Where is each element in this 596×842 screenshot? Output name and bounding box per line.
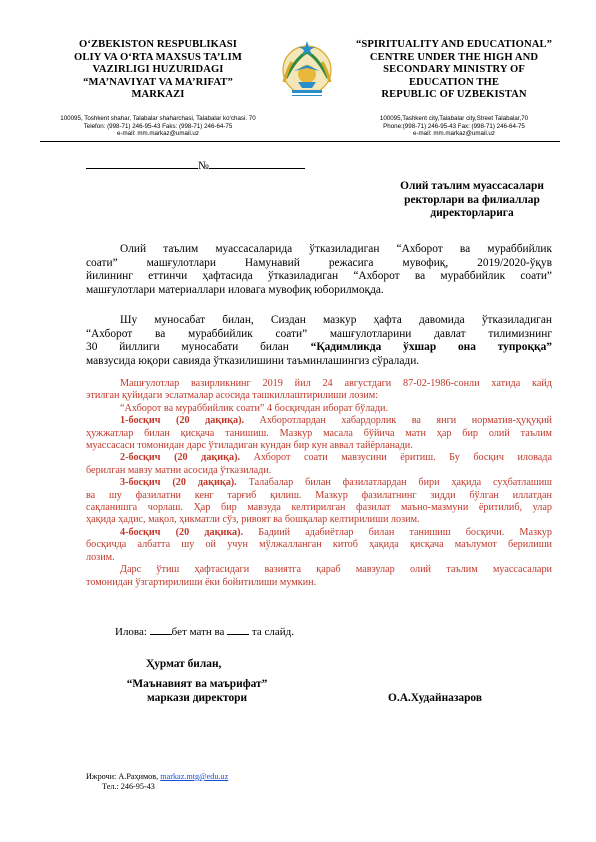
regards-text: Ҳурмат билан, bbox=[146, 658, 222, 670]
uzbekistan-state-emblem-icon bbox=[278, 38, 336, 104]
executor-email-link[interactable]: markaz.mtg@edu.uz bbox=[160, 772, 229, 781]
left-header-title: O‘ZBEKISTON RESPUBLIKASI OLIY VA O‘RTA MAXSUS TA’LIM VAZIRLIGI HUZURIDAGI “MA’NAVIYAT VA MA’RIFAT” MARKAZI bbox=[74, 39, 242, 101]
addressee: Олий таълим муассасалари ректорлари ва филиаллар директорларига bbox=[400, 180, 544, 219]
instructions-block: Машғулотлар вазирликнинг 2019 йил 24 августдаги 87-02-1986-сонли хатида кайд этилган қуйидаги эслатмалар асосида ташкиллаштирилиши лозим: “Ахборот ва мураббийлик соати” 4 босқичдан иборат бўлади. 1-босқич (20 дақиқа). Ахборотлардан хабардорлик ва янги норматив-ҳуқуқий ҳужжатлар билан қисқача танишиш. Мазкур масала бўйича матн ҳар бир олий таълим муассасаси томонидан дарс ўтиладиган кундан бир кун аввал тайёрланади. 2-босқич (20 дақиқа). Ахборот соати мавзусини ёритиш. Бу босқич иловада берилган мавзу матни асосида ўтказилади. 3-босқич (20 дақиқа). Талабалар билан фазилатлардан бири ҳақида суҳбатлашиш ва шу фазилатни кенг тарғиб қилиш. Мазкур фазилатнинг зидди бўлган иллатдан сақланишга чорлаш. Ҳар бир мавзуда келтирилган фазилат маъно-мазмуни ёритилиб, улар ҳақида ҳадис, мақол, ҳикматли сўз, ривоят ва бошқалар келтирилиши лозим. 4-босқич (20 дақика). Бадиий адабиётлар билан танишиш босқичи. Мазкур босқичда албатта шу ой учун мўлжалланган китоб ҳақида қисқача маълумот берилиши лозим. Дарс ўтиш ҳафтасидаги вазиятга қараб мавзулар олий таълим муассасалари томонидан ўзгартирилиши ёки бойитилиши мумкин. bbox=[86, 378, 553, 588]
header-divider bbox=[40, 141, 560, 142]
body-paragraph-1: Олий таълим муассасаларида ўтказиладиган “Ахборот ва мураббийлик соати” машғулотлари Намунавий режасига мувофиқ, 2019/2020-ўқув йилининг еттинчи ҳафтасида ўтказиладиган “Ахборот ва мураббийлик соати” машғулотлари материаллари иловага мувофиқ юборилмоқда. bbox=[86, 243, 552, 296]
reference-number: № bbox=[86, 158, 305, 174]
signature-org: “Маънавият ва маърифат” маркази директори bbox=[126, 678, 268, 704]
executor-info: Ижрочи: А.Раҳимов, markaz.mtg@edu.uz Тел.: 246-95-43 bbox=[86, 772, 229, 791]
attachment-line: Илова: бет матн ва та слайд. bbox=[115, 626, 294, 638]
right-header-title: “SPIRITUALITY AND EDUCATIONAL” CENTRE UNDER THE HIGH AND SECONDARY MINISTRY OF EDUCATION THE REPUBLIC OF UZBEKISTAN bbox=[355, 39, 553, 101]
body-paragraph-2: Шу муносабат билан, Сиздан мазкур ҳафта давомида ўтказиладиган “Ахборот ва мураббийлик соати” машғулотларини давлат тилимизнинг 30 йиллиги муносабати билан “Қадимликда ўхшар она тупроққа” мавзусида юқори савияда ўтказилишини таъминлашингиз сўралади. bbox=[86, 314, 552, 367]
signatory-name: О.А.Худайназаров bbox=[388, 692, 482, 704]
left-header-address: 100095, Toshkent shahar, Talabalar shaharchasi, Talabalar ko‘chasi. 70 Telefon: (998-71) 246-95-43 Faks: (998-71) 246-64-75 e-mail: mm.markaz@umail.uz bbox=[60, 115, 256, 138]
right-header-address: 100095,Tashkent city,Talabalar city,Street Talabalar,70 Phone:(998-71) 246-95-43 Fax: (998-71) 246-64-75 e-mail: mm.markaz@umail.uz bbox=[379, 115, 529, 138]
